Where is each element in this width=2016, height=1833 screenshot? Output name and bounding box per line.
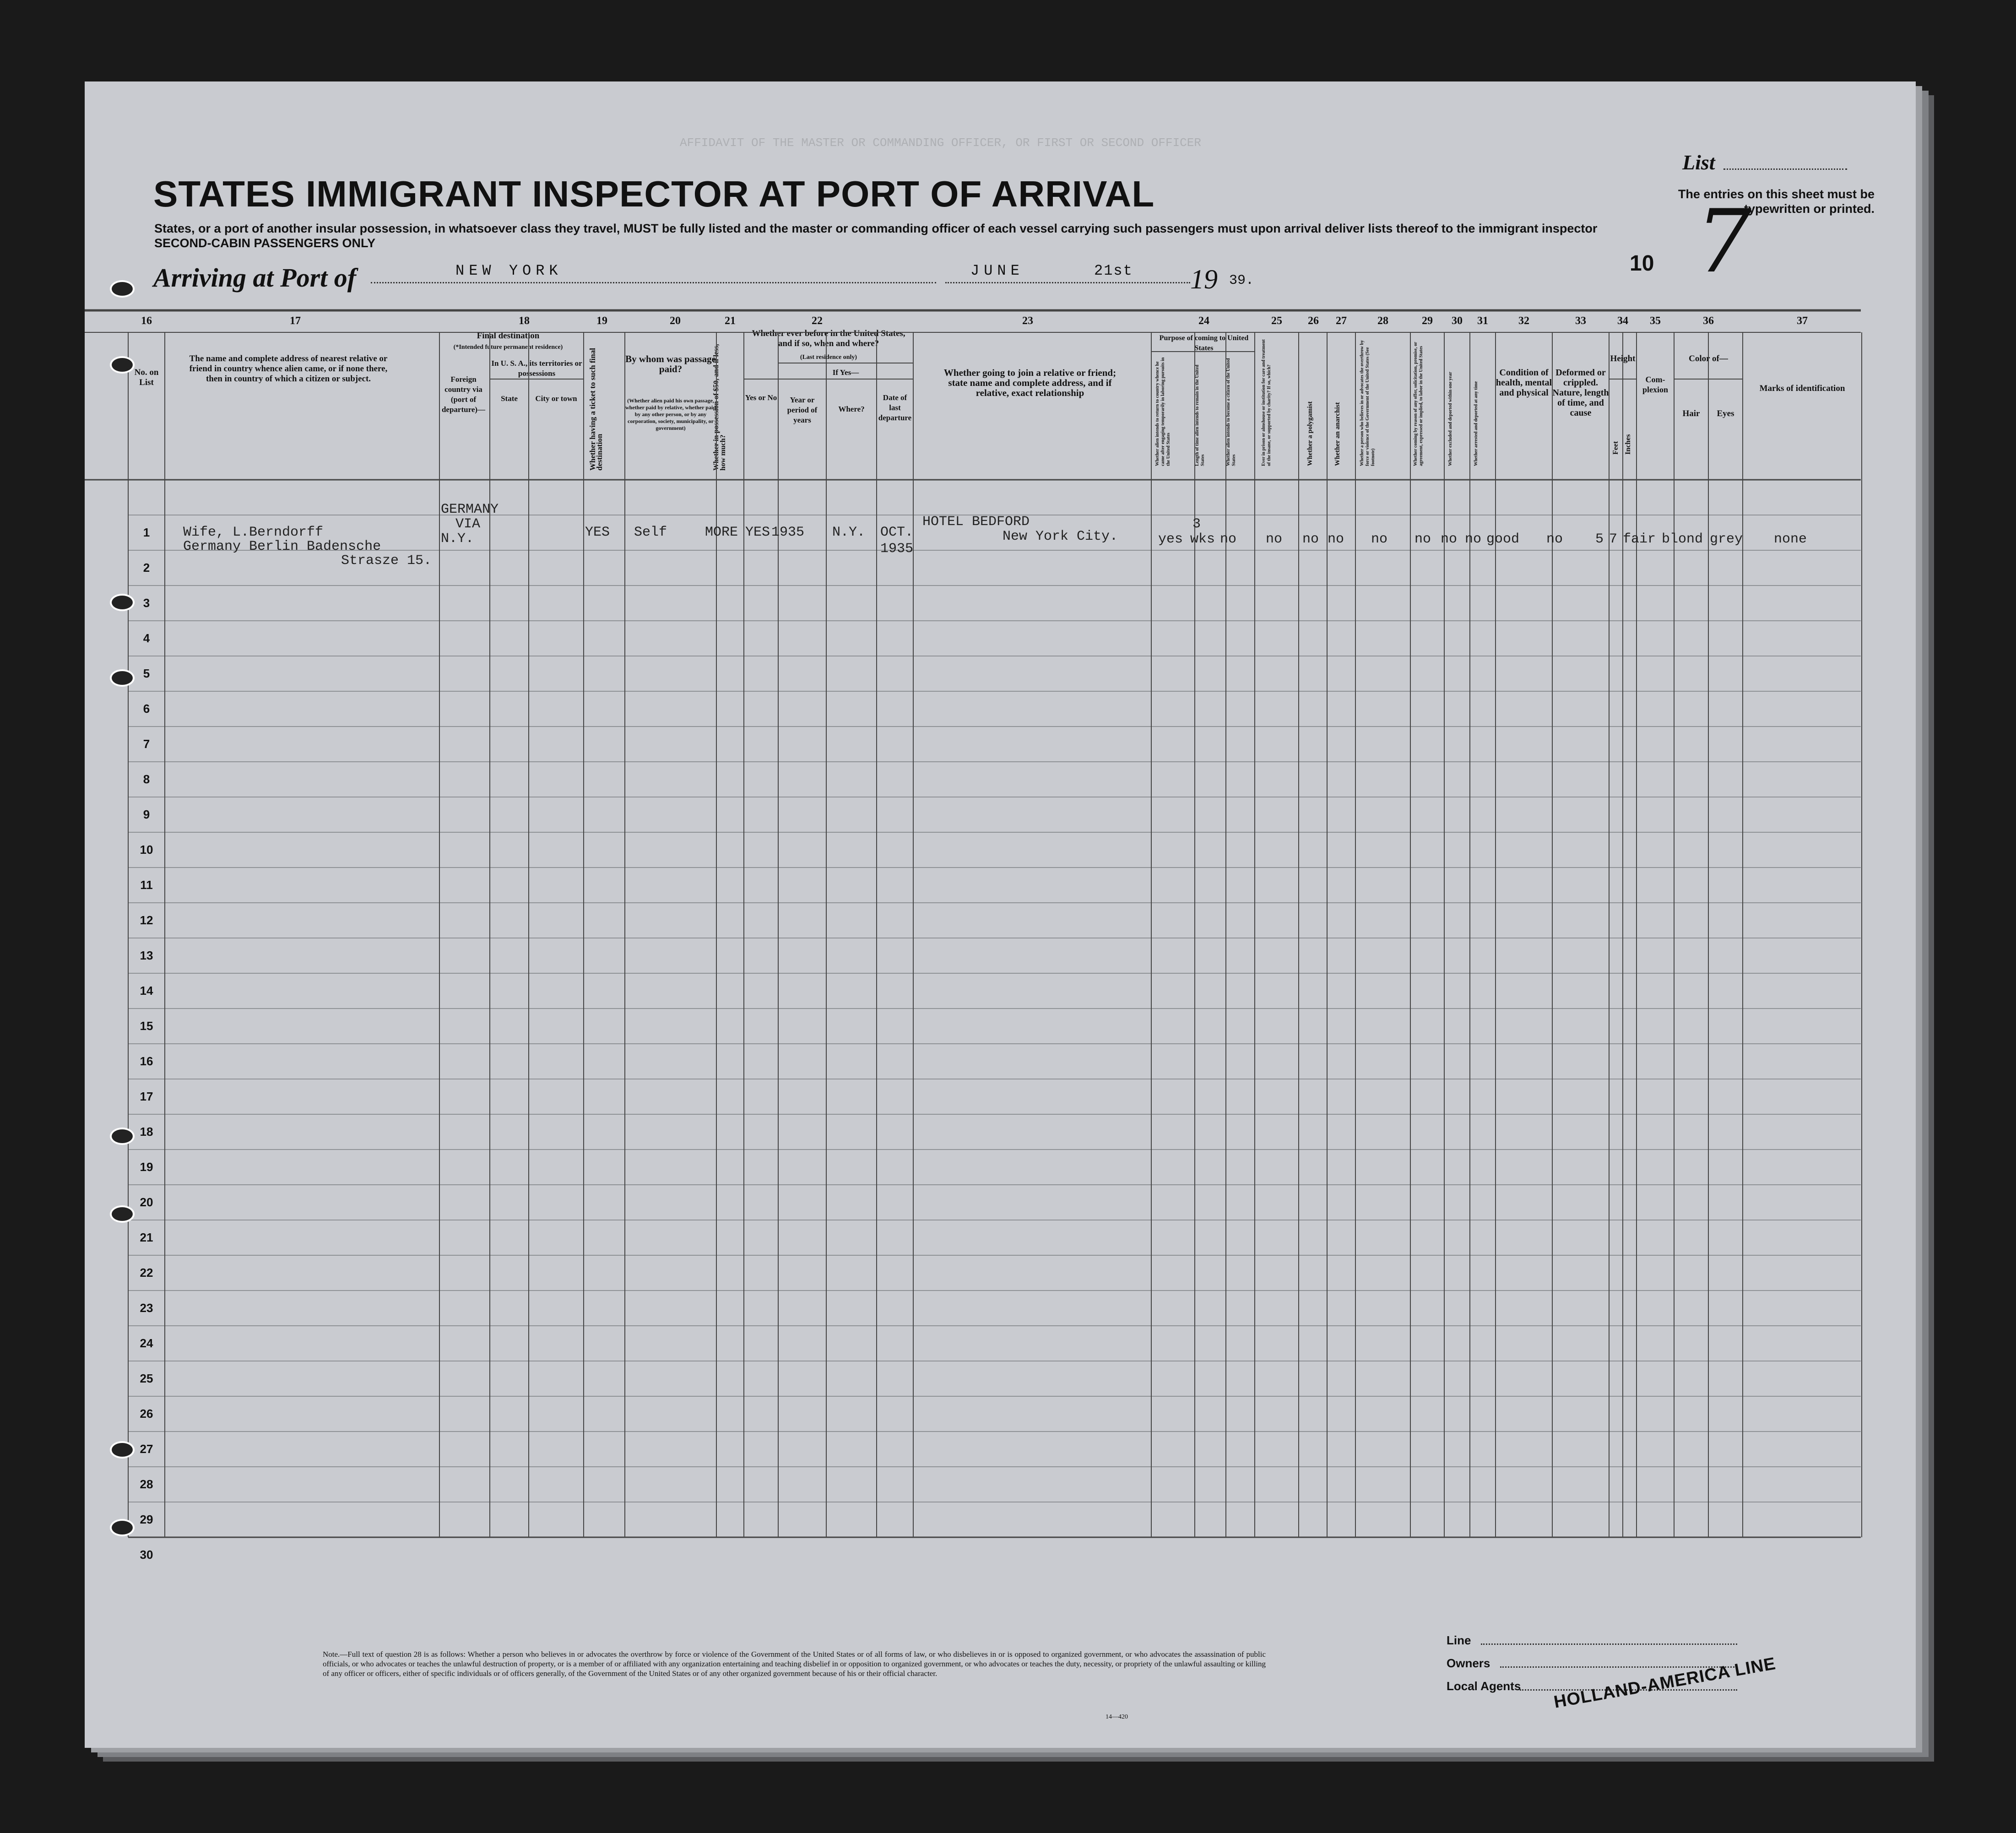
- row-number: 13: [140, 949, 153, 962]
- footnote: Note.—Full text of question 28 is as follows: Whether a person who believes in or advocates the overthrow by force or violence of the Government of the United States or of all forms of law, or who disbelieves in or is opposed to organized government, or who advocates the assassination of public officials, or who advocates or teaches the unlawful destruction of property, or is a member of or affiliated with any organization entertaining and teaching disbelief in or opposition to organized government, or who advocates or teaches the duty, necessity, or propriety of the unlawful assaulting or killing of any officer or officers, either of specific individuals or of officers generally, of the Government of the United States or of any other organized government because of his or their official character.: [323, 1650, 1266, 1678]
- hair-value: blond: [1662, 531, 1703, 547]
- row-number: 6: [143, 702, 150, 716]
- year-suffix: 39.: [1229, 273, 1254, 288]
- col-number: 26: [1308, 315, 1319, 327]
- row-number: 10: [140, 843, 153, 857]
- header-final-destination: Final destination: [477, 331, 540, 341]
- header-inches: Inches: [1624, 434, 1632, 455]
- header-before-note: (Last residence only): [800, 354, 857, 361]
- row-number: 1: [143, 526, 150, 539]
- row-number: 21: [140, 1231, 153, 1244]
- row-number: 20: [140, 1195, 153, 1209]
- col-number: 32: [1518, 315, 1529, 327]
- row-number: 4: [143, 631, 150, 645]
- header-deformed: Deformed or crippled. Nature, length of time, and cause: [1552, 368, 1609, 418]
- marks-value: none: [1774, 531, 1807, 547]
- excluded-value: no: [1441, 531, 1458, 547]
- header-hair: Hair: [1682, 409, 1700, 418]
- row-number: 26: [140, 1407, 153, 1421]
- punch-hole: [110, 1128, 135, 1145]
- row-number: 30: [140, 1548, 153, 1562]
- header-excluded: Whether excluded and deported within one year: [1448, 372, 1453, 466]
- row-number: 15: [140, 1019, 153, 1033]
- anarchist-value: no: [1328, 531, 1344, 547]
- row-number: 22: [140, 1266, 153, 1280]
- header-in-usa: In U. S. A., its territories or possessions: [491, 359, 582, 378]
- month-value: JUNE: [970, 262, 1024, 279]
- table-grid: [85, 81, 1916, 1748]
- polygamist-value: no: [1302, 531, 1319, 547]
- row-number: 16: [140, 1054, 153, 1068]
- header-eyes: Eyes: [1717, 409, 1734, 418]
- departure-line: OCT.: [880, 525, 914, 540]
- header-purpose: Purpose of coming to United States: [1159, 334, 1249, 352]
- row-number: 24: [140, 1336, 153, 1350]
- row-number: 2: [143, 561, 150, 575]
- row-number: 3: [143, 596, 150, 610]
- header-city: City or town: [535, 394, 577, 403]
- col-number: 17: [290, 315, 301, 327]
- punch-hole: [110, 1519, 135, 1536]
- year-value: 1935: [771, 525, 805, 540]
- header-offer: Whether coming by reason of any offer, solicitation, promise, or agreement, expressed or implied, to labor in the United States: [1413, 342, 1424, 466]
- header-state: State: [501, 394, 518, 403]
- col-number: 16: [141, 315, 152, 327]
- offer-value: no: [1414, 531, 1431, 547]
- eyes-value: grey: [1710, 531, 1743, 547]
- punch-hole: [110, 280, 135, 298]
- col-number: 31: [1477, 315, 1488, 327]
- punch-hole: [110, 594, 135, 611]
- col-number: 25: [1271, 315, 1282, 327]
- header-deported: Whether arrested and deported at any time: [1474, 381, 1479, 466]
- day-value: 21st: [1094, 262, 1133, 279]
- passage-value: Self: [634, 525, 667, 540]
- header-if-yes: If Yes—: [832, 368, 859, 377]
- col-number: 22: [812, 315, 823, 327]
- col-number: 36: [1703, 315, 1714, 327]
- entries-note: The entries on this sheet must be typewritten or printed.: [1678, 187, 1875, 216]
- row-number: 29: [140, 1513, 153, 1526]
- header-yes-no: Yes or No: [745, 393, 777, 402]
- header-no-on-list: No. on List: [134, 368, 159, 387]
- header-ticket: Whether having a ticket to such final destination: [588, 348, 604, 471]
- join-line: HOTEL BEDFORD: [922, 514, 1030, 530]
- col-number: 19: [596, 315, 607, 327]
- feet-value: 5: [1595, 531, 1604, 547]
- length-number: 3: [1192, 516, 1201, 532]
- before-value: YES: [745, 525, 770, 540]
- arriving-label: Arriving at Port of: [153, 263, 357, 293]
- header-foreign-country: Foreign country via (port of departure)—: [441, 375, 486, 414]
- header-date-departure: Date of last departure: [878, 393, 912, 422]
- col-number: 29: [1422, 315, 1433, 327]
- header-color-of: Color of—: [1689, 354, 1728, 363]
- row-number: 27: [140, 1442, 153, 1456]
- row-number: 7: [143, 737, 150, 751]
- row-number: 12: [140, 913, 153, 927]
- list-label: List: [1682, 151, 1715, 174]
- form-number: 14—420: [1106, 1714, 1128, 1720]
- row-number: 23: [140, 1301, 153, 1315]
- punch-hole: [110, 669, 135, 687]
- prison-value: no: [1266, 531, 1283, 547]
- col-number: 34: [1617, 315, 1628, 327]
- header-height: Height: [1610, 354, 1636, 363]
- relative-line: Wife, L.Berndorff: [183, 525, 324, 540]
- list-number: 10: [1630, 251, 1654, 276]
- punch-hole: [110, 1441, 135, 1459]
- header-prison: Ever in prison or almshouse or institution for care and treatment of the insane, or supported by charity? If so, which?: [1261, 339, 1272, 466]
- row-number: 5: [143, 667, 150, 680]
- list-handwritten-number: 7: [1696, 191, 1751, 292]
- manifest-sheet: [85, 81, 1916, 1748]
- row-number: 28: [140, 1477, 153, 1491]
- header-anarchist: Whether an anarchist: [1334, 402, 1341, 466]
- punch-hole: [110, 1205, 135, 1223]
- header-where: Where?: [838, 405, 865, 413]
- header-purpose-return: Whether alien intends to return to country whence he came after engaging temporarily in laboring pursuits in the United States: [1155, 357, 1171, 466]
- line-label: Line: [1447, 1633, 1471, 1647]
- col-number: 21: [725, 315, 736, 327]
- header-feet: Feet: [1612, 441, 1620, 455]
- row-number: 17: [140, 1090, 153, 1103]
- col-number: 37: [1797, 315, 1808, 327]
- holland-america-stamp: HOLLAND-AMERICA LINE: [1552, 1654, 1778, 1712]
- length-unit: wks: [1190, 531, 1215, 547]
- header-passage-paid: By whom was passage paid?: [625, 353, 716, 374]
- col-number: 20: [670, 315, 681, 327]
- col-number: 24: [1198, 315, 1209, 327]
- punch-hole: [110, 356, 135, 374]
- foreign-country-line: VIA: [455, 516, 481, 532]
- header-passage-note: (Whether alien paid his own passage, whether paid by relative, whether paid by any other person, or by any corporation, society, municipality, or government): [625, 397, 716, 431]
- ghost-line: AFFIDAVIT OF THE MASTER OR COMMANDING OFFICER, OR FIRST OR SECOND OFFICER: [680, 136, 1201, 150]
- overthrow-value: no: [1371, 531, 1388, 547]
- port-value: NEW YORK: [455, 262, 563, 279]
- col-number: 35: [1650, 315, 1661, 327]
- complexion-value: fair: [1623, 531, 1656, 547]
- fifty-value: MORE: [705, 525, 738, 540]
- header-fifty-dollars: Whether in possession of $50, and if less, how much?: [712, 344, 727, 471]
- row-number: 11: [140, 878, 153, 892]
- local-agents-label: Local Agents: [1447, 1679, 1521, 1693]
- health-value: good: [1486, 531, 1520, 547]
- row-number: 18: [140, 1125, 153, 1139]
- header-purpose-citizen: Whether alien intends to become a citizen of the United States: [1226, 358, 1236, 466]
- form-title: STATES IMMIGRANT INSPECTOR AT PORT OF ARRIVAL: [153, 174, 1155, 214]
- foreign-country-line: N.Y.: [441, 531, 474, 547]
- header-marks: Marks of identification: [1759, 384, 1845, 393]
- header-nearest-relative: The name and complete address of nearest relative or friend in country whence alien came, or if none there, then in country of which a citizen or subject.: [189, 354, 388, 384]
- col-number: 18: [519, 315, 530, 327]
- departure-line: 1935: [880, 541, 914, 557]
- col-number: 27: [1336, 315, 1347, 327]
- ticket-value: YES: [585, 525, 610, 540]
- foreign-country-line: GERMANY: [441, 502, 499, 517]
- col-number: 23: [1022, 315, 1033, 327]
- year-prefix: 19: [1190, 264, 1218, 294]
- where-value: N.Y.: [832, 525, 866, 540]
- header-complexion: Com-plexion: [1642, 375, 1668, 394]
- citizen-value: no: [1220, 531, 1237, 547]
- header-before-in-us: Whether ever before in the United States, and if so, when and where?: [752, 329, 905, 348]
- row-number: 8: [143, 772, 150, 786]
- deformed-value: no: [1546, 531, 1563, 547]
- col-number: 28: [1377, 315, 1388, 327]
- join-line: New York City.: [1003, 529, 1118, 544]
- purpose-return-value: yes: [1158, 531, 1183, 547]
- header-purpose-length: Length of time alien intends to remain in the United States: [1195, 364, 1205, 466]
- header-join-relative: Whether going to join a relative or friend; state name and complete address, and if relative, exact relationship: [943, 367, 1116, 398]
- row-number: 9: [143, 808, 150, 821]
- line-dotted: [1481, 1643, 1737, 1645]
- row-number: 19: [140, 1160, 153, 1174]
- header-health: Condition of health, mental and physical: [1496, 368, 1552, 398]
- col-number: 30: [1452, 315, 1463, 327]
- subtitle-line: States, or a port of another insular possession, in whatsoever class they travel, MUST be fully listed and the master or commanding officer of each vessel carrying such passengers must upon arrival deliver lists thereof to the immigrant inspector: [154, 222, 1598, 235]
- row-number: 25: [140, 1372, 153, 1385]
- subtitle-line: SECOND-CABIN PASSENGERS ONLY: [154, 236, 376, 250]
- header-overthrow: Whether a person who believes in or advocates the overthrow by force or violence of the Government of the United States (See footnote): [1360, 340, 1376, 466]
- row-number: 14: [140, 984, 153, 998]
- col-number: 33: [1575, 315, 1586, 327]
- relative-line: Strasze 15.: [341, 553, 432, 569]
- header-year-period: Year or period of years: [787, 396, 818, 424]
- inches-value: 7: [1609, 531, 1618, 547]
- header-polygamist: Whether a polygamist: [1306, 401, 1314, 466]
- relative-line: Germany Berlin Badensche: [183, 539, 381, 554]
- header-final-destination-note: (*Intended future permanent residence): [453, 344, 563, 351]
- owners-label: Owners: [1447, 1656, 1490, 1670]
- deported-value: no: [1465, 531, 1482, 547]
